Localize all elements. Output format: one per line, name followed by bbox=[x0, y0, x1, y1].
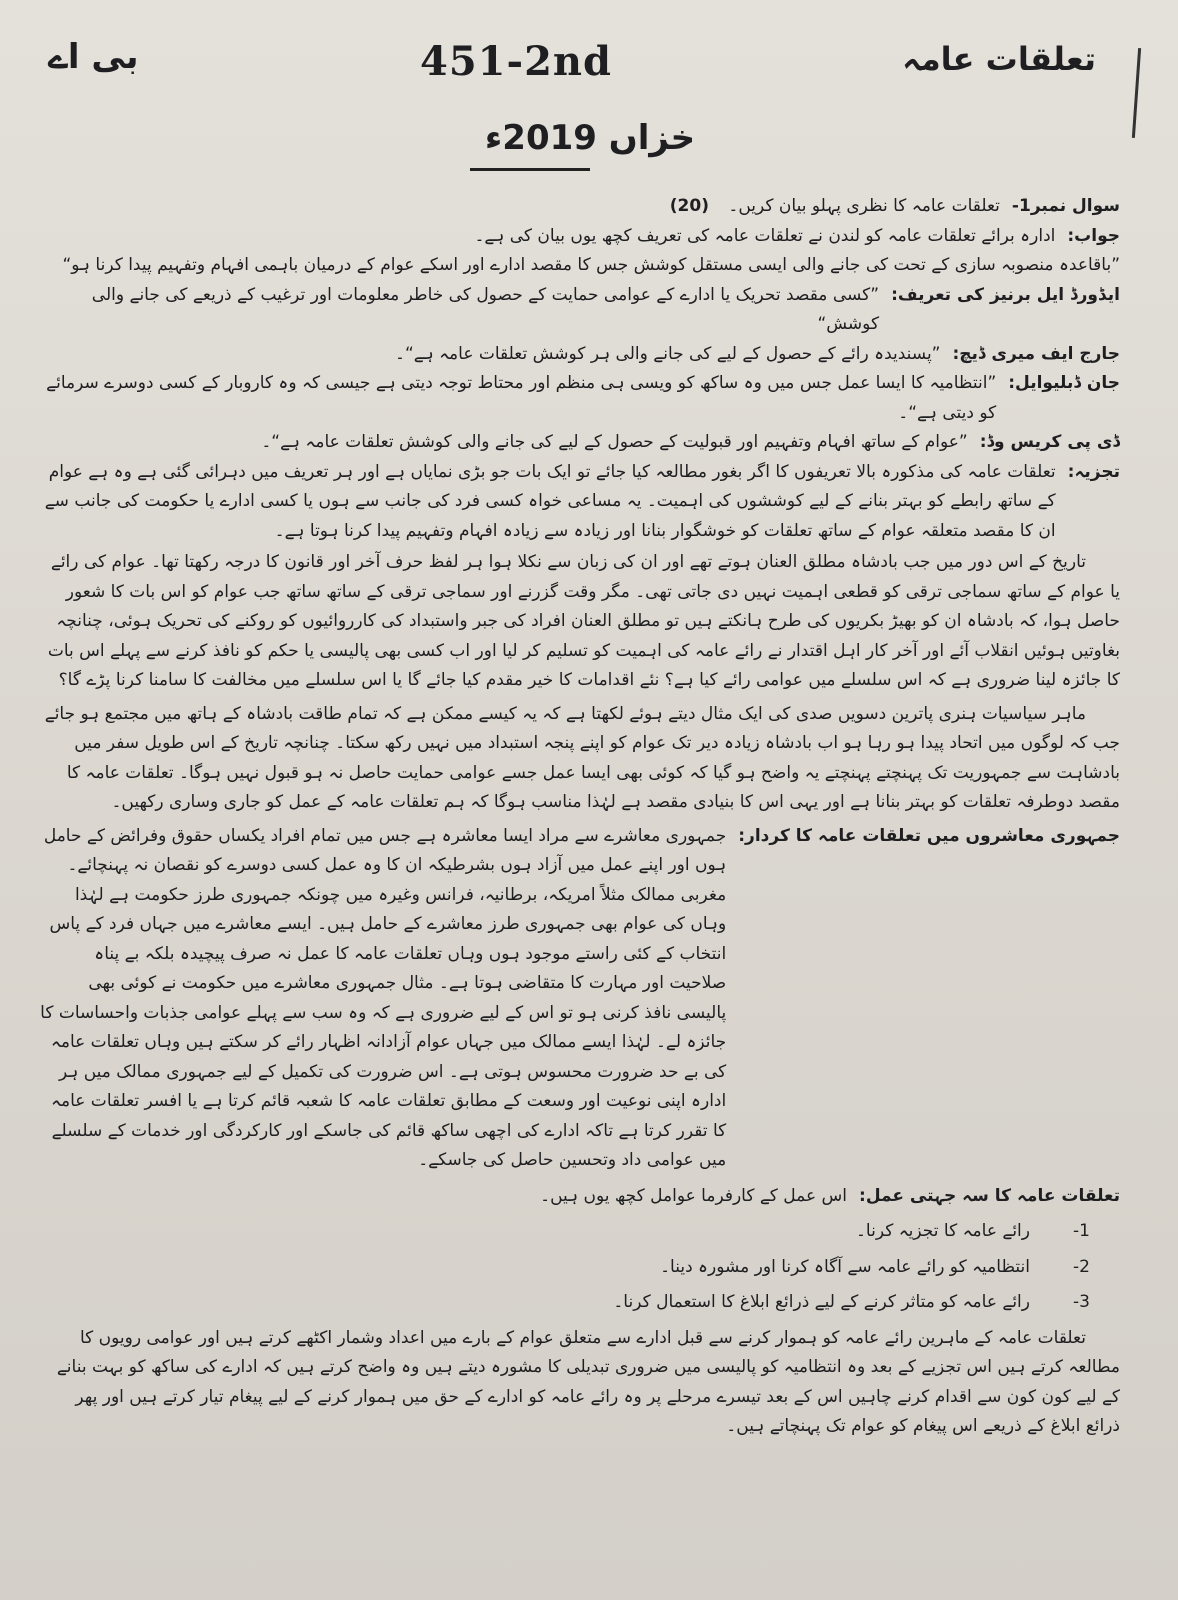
democracy-row bbox=[40, 822, 1120, 1176]
definition-text: ”پسندیدہ رائے کے حصول کے لیے کی جانے والی ہر کوشش تعلقات عامہ ہے“۔ bbox=[394, 343, 941, 364]
definition-text: ”کسی مقصد تحریک یا ادارے کے عوامی حمایت کے حصول کی خاطر معلومات اور ترغیب کے ذریعے کی جانے والی کوشش“ bbox=[91, 284, 880, 334]
democracy-label: جمہوری معاشروں میں تعلقات عامہ کا کردار: bbox=[738, 825, 1120, 846]
question-body: تعلقات عامہ کا نظری پہلو بیان کریں۔ bbox=[728, 196, 1000, 216]
question-row bbox=[40, 192, 1120, 222]
answer-row bbox=[40, 222, 1120, 252]
session-underline bbox=[470, 168, 590, 171]
list-item bbox=[40, 1253, 1120, 1283]
degree-title: بی اے bbox=[48, 37, 139, 77]
session-title: خزاں 2019ء bbox=[484, 118, 696, 158]
list-number: 3- bbox=[1073, 1292, 1090, 1312]
page-content bbox=[40, 192, 1120, 1446]
definition-row bbox=[40, 428, 1120, 458]
democracy-text: جمہوری معاشرے سے مراد ایسا معاشرہ ہے جس میں تمام افراد یکساں حقوق وفرائض کے حامل ہوں اور اپنے عمل میں آزاد ہوں بشرطیکہ ان کا وہ عمل کسی دوسرے کو نقصان نہ پہنچائے۔ مغربی ممالک مثلاً امریکہ، برطانیہ، فرانس وغیرہ میں چونکہ جمہوری طرز حکومت ہے لہٰذا وہاں کی عوام بھی جمہوری طرز معاشرے کے حامل ہیں۔ ایسے معاشرے میں جہاں فرد کے پاس انتخاب کے کئی راستے موجود ہوں وہاں تعلقات عامہ کا عمل نہ صرف پیچیدہ بلکہ بے پناہ صلاحیت اور مہارت کا متقاضی ہوتا ہے۔ مثال جمہوری معاشرے میں حکومت نے کوئی بھی پالیسی نافذ کرنی ہو تو اس کے لیے ضروری ہے کہ وہ سب سے پہلے عوامی جذبات واحساسات کا جائزہ لے۔ لہٰذا ایسے ممالک میں جہاں عوام آزادانہ اظہار رائے کر سکتے ہیں وہاں تعلقات عامہ کی بے حد ضرورت محسوس ہوتی ہے۔ اس ضرورت کی تکمیل کے لیے جمہوری ممالک میں ہر ادارہ اپنی نوعیت اور وسعت کے مطابق تعلقات عامہ کا شعبہ قائم کرتا ہے یا افسر تعلقات عامہ کا تقرر کرتا ہے تاکہ ادارے کی اچھی ساکھ قائم کی جاسکے اور کارکردگی اور خدمات کے سلسلے میں عوامی داد وتحسین حاصل کی جاسکے۔ bbox=[40, 825, 727, 1170]
definition-label: جارج ایف میری ڈیچ: bbox=[952, 343, 1120, 364]
list-item bbox=[40, 1217, 1120, 1247]
analysis-text: تعلقات عامہ کی مذکورہ بالا تعریفوں کا اگر بغور مطالعہ کیا جائے تو ایک بات جو بڑی نمایاں ہے اور ہر تعریف میں دہرائی گئی ہے وہ ہے عوام کے ساتھ رابطے کو بہتر بنانے کے لیے کوششوں کی اہمیت۔ یہ مساعی خواہ کسی فرد کی جانب سے ہوں یا کسی ادارے یا حکومت کی جانب سے ان کا مقصد متعلقہ عوام کے ساتھ تعلقات کو خوشگوار بنانا اور زیادہ سے زیادہ افہام وتفہیم پیدا کرنا ہوتا ہے۔ bbox=[44, 461, 1056, 541]
list-text: رائے عامہ کو متاثر کرنے کے لیے ذرائع ابلاغ کا استعمال کرنا۔ bbox=[613, 1292, 1030, 1312]
definition-label: ایڈورڈ ایل برنیز کی تعریف: bbox=[891, 284, 1120, 305]
list-text: رائے عامہ کا تجزیہ کرنا۔ bbox=[855, 1221, 1030, 1241]
paragraph-example: ماہر سیاسیات ہنری پاترین دسویں صدی کی ایک مثال دیتے ہوئے لکھتا ہے کہ یہ کیسے ممکن ہے کہ تمام طاقت بادشاہ کے ہاتھ میں مجتمع ہو جائے جب کہ لوگوں میں اتحاد پیدا ہو رہا ہو اب بادشاہ زیادہ دیر تک عوام کو اپنے پنجہ استبداد میں نہیں رکھ سکتا۔ چنانچہ تاریخ کے اس طویل سفر میں بادشاہت سے جمہوریت تک پہنچتے پہنچتے یہ واضح ہو گیا کہ کوئی بھی ایسا عمل جسے عوامی حمایت حاصل نہ ہو قبول نہیں ہوگا۔ تعلقات عامہ کا مقصد دوطرفہ تعلقات کو بہتر بنانا ہے اور یہی اس کا بنیادی مقصد ہے لہٰذا مناسب ہوگا کہ ہم تعلقات عامہ کے عمل کو جاری وساری رکھیں۔ bbox=[44, 703, 1120, 812]
question-label: سوال نمبر1- bbox=[1011, 196, 1120, 216]
answer-quote: ”باقاعدہ منصوبہ سازی کے تحت کی جانے والی ایسی مستقل کوشش جس کا مقصد ادارے اور اسکے عوام کے درمیان باہمی افہام وتفہیم پیدا کرنا ہو“ bbox=[62, 255, 1120, 275]
question-text bbox=[40, 192, 1000, 222]
process-row bbox=[40, 1182, 1120, 1212]
paragraph-closing: تعلقات عامہ کے ماہرین رائے عامہ کو ہموار کرنے سے قبل ادارے سے متعلق عوام کے بارے میں اعداد وشمار اکٹھے کرتے ہیں اور عوامی رویوں کا مطالعہ کرتے ہیں اس تجزیے کے بعد وہ انتظامیہ کو پالیسی میں ضروری تبدیلی کا مشورہ دیتے ہیں وہ واضح کرتے ہیں کہ ادارے کی ساکھ کو بہت بنانے کے لیے کون کون سے اقدام کرنے چاہیں اس کے بعد تیسرے مرحلے پر وہ رائے عامہ کو ادارے کے حق میں ہموار کرنے کے لیے پیغام تیار کرتے ہیں اور پھر ذرائع ابلاغ کے ذریعے اس پیغام کو عوام تک پہنچاتے ہیں۔ bbox=[56, 1327, 1120, 1436]
definition-row bbox=[40, 369, 1120, 428]
process-intro: اس عمل کے کارفرما عوامل کچھ یوں ہیں۔ bbox=[540, 1185, 848, 1206]
subject-title: تعلقات عامہ bbox=[902, 40, 1096, 78]
analysis-label: تجزیہ: bbox=[1067, 461, 1120, 482]
margin-line bbox=[1132, 48, 1141, 138]
list-number: 2- bbox=[1073, 1256, 1090, 1277]
definition-row bbox=[40, 340, 1120, 370]
question-marks: (20) bbox=[669, 196, 709, 216]
list-text: انتظامیہ کو رائے عامہ سے آگاہ کرنا اور مشورہ دینا۔ bbox=[660, 1256, 1030, 1277]
analysis-row bbox=[40, 458, 1120, 547]
list-item bbox=[40, 1288, 1120, 1318]
definition-text: ”انتظامیہ کا ایسا عمل جس میں وہ ساکھ کو ویسی ہی منظم اور محتاط توجہ دیتی ہے جیسی کہ وہ کاروبار کے کسی دوسرے سرمائے کو دیتی ہے“۔ bbox=[46, 373, 997, 423]
definition-row bbox=[40, 281, 1120, 340]
process-label: تعلقات عامہ کا سہ جہتی عمل: bbox=[859, 1185, 1120, 1206]
definition-text: ”عوام کے ساتھ افہام وتفہیم اور قبولیت کے حصول کے لیے کی جانے والی کوشش تعلقات عامہ ہے“۔ bbox=[261, 432, 968, 452]
answer-label: جواب: bbox=[1067, 225, 1120, 246]
course-code: 451-2nd bbox=[420, 38, 612, 85]
definition-label: ڈی پی کریس وڈ: bbox=[979, 432, 1120, 452]
list-number: 1- bbox=[1073, 1221, 1090, 1241]
definition-label: جان ڈبلیوایل: bbox=[1008, 373, 1120, 393]
paragraph-history: تاریخ کے اس دور میں جب بادشاہ مطلق العنان ہوتے تھے اور ان کی زبان سے نکلا ہوا ہر لفظ حرف آخر اور قانون کا درجہ رکھتا تھا۔ عوام کی رائے یا عوام کے ساتھ سماجی ترقی کو قطعی اہمیت نہیں دی جاتی تھی۔ مگر وقت گزرنے اور سماجی ترقی کے ساتھ ساتھ جب عوام کو اس بات کا شعور حاصل ہوا، کہ بادشاہ ان کو بھیڑ بکریوں کی طرح ہانکتے ہیں تو مطلق العنان افراد کی جبر واستبداد کی کارروائیوں کو روکنے کی تحریک ہوئی، چنانچہ بغاوتیں ہوئیں انقلاب آئے اور آخر کار اہل اقتدار نے رائے عامہ کی اہمیت کو تسلیم کر لیا اور اب کسی بھی پالیسی یا حکم کو نافذ کرنے سے پہلے اس بات کا جائزہ لینا ضروری ہے کہ اس سلسلے میں عوامی رائے کیا ہے؟ نئے اقدامات کا خیر مقدم کیا جائے گا یا اس سلسلے میں مخالفت کا سامنا کرنا پڑے گا؟ bbox=[47, 552, 1120, 690]
answer-intro: ادارہ برائے تعلقات عامہ کو لندن نے تعلقات عامہ کی تعریف کچھ یوں بیان کی ہے۔ bbox=[474, 225, 1056, 246]
